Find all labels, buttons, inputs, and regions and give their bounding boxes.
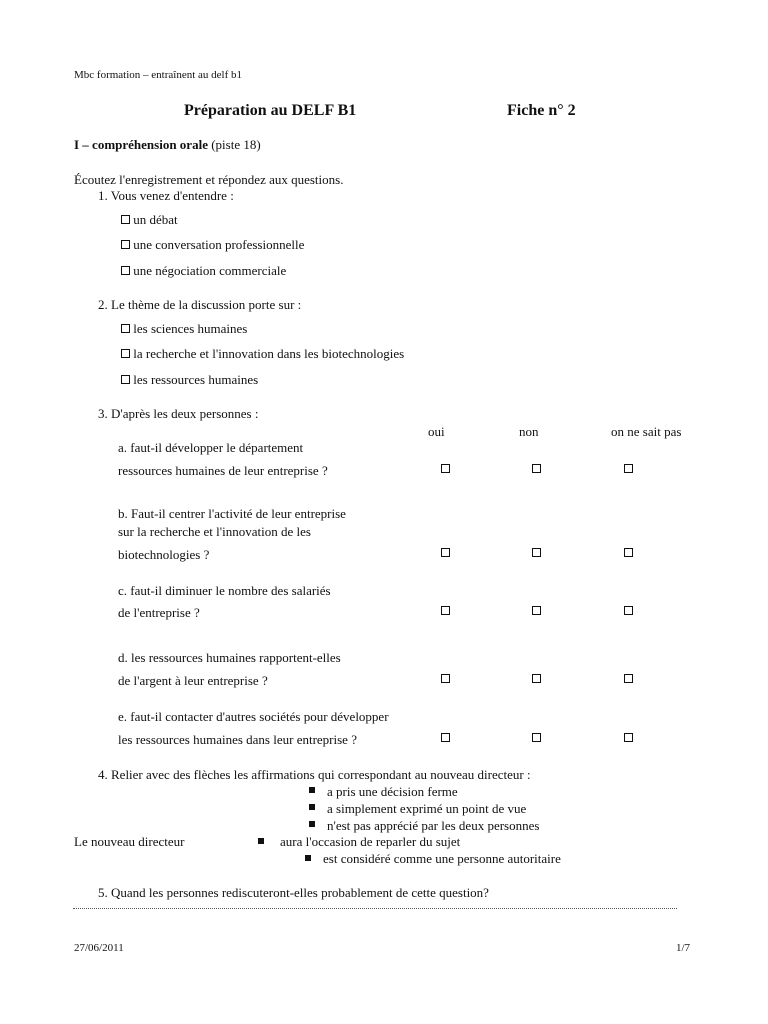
q1-option[interactable] [121, 213, 178, 226]
checkbox[interactable] [121, 349, 130, 358]
checkbox[interactable] [121, 215, 130, 224]
checkbox-d-oui[interactable] [441, 674, 450, 683]
question-4-label: 4. Relier avec des flèches les affirmations qui correspondant au nouveau directeur : [98, 767, 531, 782]
fiche-number: Fiche n° 2 [507, 102, 576, 119]
organization-header: Mbc formation – entraînent au delf b1 [74, 69, 243, 81]
checkbox-a-ne-sait-pas[interactable] [624, 464, 633, 473]
question-3-label: 3. D'après les deux personnes : [98, 406, 259, 421]
q2-option[interactable] [121, 347, 404, 360]
column-header-oui: oui [428, 424, 445, 439]
q3-item-c-line: c. faut-il diminuer le nombre des salariés [118, 583, 331, 598]
instructions: Écoutez l'enregistrement et répondez aux questions. [74, 172, 344, 187]
q3-item-e-line: e. faut-il contacter d'autres sociétés pour développer [118, 709, 389, 724]
section-title [74, 138, 261, 151]
q3-item-a-line: ressources humaines de leur entreprise ? [118, 463, 328, 478]
question-5-label: 5. Quand les personnes rediscuteront-elles probablement de cette question? [98, 885, 489, 900]
q3-item-b-line: sur la recherche et l'innovation de les [118, 524, 311, 539]
checkbox[interactable] [121, 375, 130, 384]
checkbox-b-ne-sait-pas[interactable] [624, 548, 633, 557]
q2-option-label: les ressources humaines [133, 372, 259, 387]
checkbox[interactable] [121, 266, 130, 275]
bullet-icon[interactable] [258, 838, 264, 844]
q3-item-d-line: d. les ressources humaines rapportent-elles [118, 650, 341, 665]
q3-item-d-line: de l'argent à leur entreprise ? [118, 673, 268, 688]
column-header-on-ne-sait-pas: on ne sait pas [611, 424, 682, 439]
q1-option[interactable] [121, 264, 286, 277]
checkbox-b-non[interactable] [532, 548, 541, 557]
checkbox-e-ne-sait-pas[interactable] [624, 733, 633, 742]
q3-item-a-line: a. faut-il développer le département [118, 440, 304, 455]
q1-option-label: une conversation professionnelle [133, 237, 305, 252]
answer-line[interactable] [73, 908, 677, 909]
q4-statement: est considéré comme une personne autoritaire [323, 851, 561, 866]
checkbox[interactable] [121, 240, 130, 249]
checkbox-e-oui[interactable] [441, 733, 450, 742]
bullet-icon[interactable] [309, 821, 315, 827]
q2-option[interactable] [121, 373, 258, 386]
q4-statement: a simplement exprimé un point de vue [327, 801, 527, 816]
bullet-icon[interactable] [309, 787, 315, 793]
q3-item-b-line: b. Faut-il centrer l'activité de leur entreprise [118, 506, 346, 521]
checkbox[interactable] [121, 324, 130, 333]
q4-statement: a pris une décision ferme [327, 784, 458, 799]
checkbox-c-ne-sait-pas[interactable] [624, 606, 633, 615]
checkbox-a-non[interactable] [532, 464, 541, 473]
q4-statement: n'est pas apprécié par les deux personnes [327, 818, 540, 833]
checkbox-d-non[interactable] [532, 674, 541, 683]
q2-option-label: la recherche et l'innovation dans les biotechnologies [133, 346, 405, 361]
footer-date: 27/06/2011 [74, 942, 124, 954]
checkbox-c-non[interactable] [532, 606, 541, 615]
bullet-icon[interactable] [305, 855, 311, 861]
q1-option-label: un débat [133, 212, 178, 227]
checkbox-d-ne-sait-pas[interactable] [624, 674, 633, 683]
section-title-bold: I – compréhension orale [74, 137, 208, 152]
q3-item-e-line: les ressources humaines dans leur entreprise ? [118, 732, 357, 747]
checkbox-a-oui[interactable] [441, 464, 450, 473]
section-title-rest: (piste 18) [207, 137, 261, 152]
column-header-non: non [519, 424, 539, 439]
question-2-label: 2. Le thème de la discussion porte sur : [98, 297, 302, 312]
bullet-icon[interactable] [309, 804, 315, 810]
q1-option-label: une négociation commerciale [133, 263, 287, 278]
question-1-label: 1. Vous venez d'entendre : [98, 188, 234, 203]
q4-subject: Le nouveau directeur [74, 834, 185, 849]
checkbox-c-oui[interactable] [441, 606, 450, 615]
document-title: Préparation au DELF B1 [184, 102, 357, 119]
q3-item-c-line: de l'entreprise ? [118, 605, 200, 620]
footer-page-number: 1/7 [676, 942, 691, 954]
q2-option-label: les sciences humaines [133, 321, 248, 336]
checkbox-e-non[interactable] [532, 733, 541, 742]
q1-option[interactable] [121, 238, 304, 251]
q2-option[interactable] [121, 322, 247, 335]
checkbox-b-oui[interactable] [441, 548, 450, 557]
q3-item-b-line: biotechnologies ? [118, 547, 210, 562]
q4-statement: aura l'occasion de reparler du sujet [280, 834, 461, 849]
